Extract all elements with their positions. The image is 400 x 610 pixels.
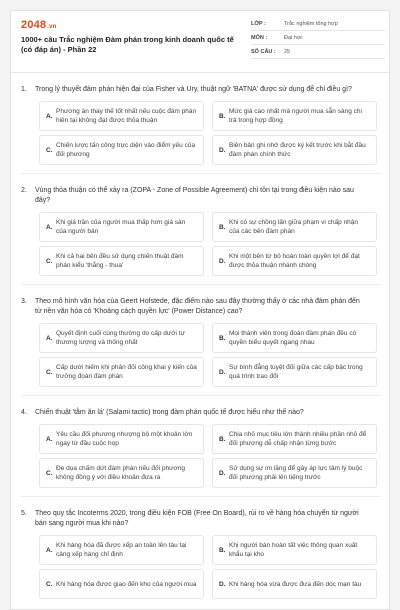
option-letter: A. xyxy=(46,435,53,443)
answer-options xyxy=(21,206,381,280)
question-body: Vùng thỏa thuận có thể xảy ra (ZOPA - Zone of Possible Agreement) chỉ tồn tại trong điều kiện nào sau đây? xyxy=(35,187,354,204)
answer-option-d[interactable] xyxy=(212,246,377,276)
answer-option-c[interactable] xyxy=(39,569,204,599)
option-letter: B. xyxy=(219,223,226,231)
document-page xyxy=(10,10,390,610)
option-letter: D. xyxy=(219,146,226,154)
question-item xyxy=(11,497,390,603)
answer-option-c[interactable] xyxy=(39,135,204,165)
question-body: Trong lý thuyết đàm phán hiện đại của Fisher và Ury, thuật ngữ 'BATNA' được sử dụng để chỉ điều gì? xyxy=(35,86,352,93)
meta-key: LỚP : xyxy=(251,20,266,27)
meta-value: 25 xyxy=(284,48,291,55)
answer-option-b[interactable] xyxy=(212,535,377,565)
option-letter: D. xyxy=(219,469,226,477)
meta-table xyxy=(251,17,385,59)
option-text: Sử dụng sự im lặng để gây áp lực tâm lý buộc đối phương phải lên tiếng trước xyxy=(229,465,363,481)
answer-option-a[interactable] xyxy=(39,212,204,242)
answer-option-b[interactable] xyxy=(212,323,377,353)
question-number: 5. xyxy=(21,510,27,517)
option-letter: A. xyxy=(46,334,53,342)
meta-row-count xyxy=(251,45,385,59)
answer-option-c[interactable] xyxy=(39,357,204,387)
answer-options xyxy=(21,418,381,492)
option-letter: C. xyxy=(46,368,53,376)
answer-option-a[interactable] xyxy=(39,424,204,454)
option-letter: D. xyxy=(219,257,226,265)
answer-options xyxy=(21,95,381,169)
question-text xyxy=(21,497,381,529)
option-text: Yêu cầu đối phương nhượng bộ một khoản lớn ngay từ đầu cuộc họp xyxy=(56,431,193,447)
meta-row-class xyxy=(251,17,385,31)
option-letter: C. xyxy=(46,580,53,588)
option-letter: B. xyxy=(219,546,226,554)
question-item xyxy=(11,285,390,396)
option-text: Biên bản ghi nhớ được ký kết trước khi bắt đầu đàm phán chính thức xyxy=(229,142,366,158)
answer-option-d[interactable] xyxy=(212,458,377,488)
answer-option-a[interactable] xyxy=(39,535,204,565)
option-letter: C. xyxy=(46,469,53,477)
answer-options xyxy=(21,317,381,391)
option-letter: A. xyxy=(46,112,53,120)
option-text: Khi hàng hóa vừa được đưa đến dọc mạn tàu xyxy=(229,580,362,588)
option-text: Khi người bán hoàn tất việc thông quan xuất khẩu tại kho xyxy=(229,542,358,558)
meta-value[interactable]: Trắc nghiệm tổng hợp xyxy=(284,20,338,27)
question-body: Chiến thuật 'tằm ăn lá' (Salami tactic) trong đàm phán quốc tế được hiểu như thế nào? xyxy=(35,409,304,416)
meta-key: SỐ CÂU : xyxy=(251,48,276,55)
question-text xyxy=(21,396,381,418)
option-text: Khi hàng hóa được giao đến kho của người mua xyxy=(56,580,197,588)
answer-option-a[interactable] xyxy=(39,101,204,131)
option-text: Phương án thay thế tốt nhất nếu cuộc đàm phán hiện tại không đạt được thỏa thuận xyxy=(56,108,197,124)
answer-option-d[interactable] xyxy=(212,569,377,599)
meta-key: MÔN : xyxy=(251,34,268,41)
option-letter: B. xyxy=(219,435,226,443)
option-text: Khi hàng hóa đã được xếp an toàn lên tàu tại cảng xếp hàng chỉ định xyxy=(56,542,187,558)
option-text: Khi giá trần của người mua thấp hơn giá sàn của người bán xyxy=(56,219,186,235)
option-text: Sự bình đẳng tuyệt đối giữa các cấp bậc trong quá trình trao đổi xyxy=(229,364,363,380)
question-list xyxy=(11,73,390,603)
question-text xyxy=(21,285,381,317)
answer-option-a[interactable] xyxy=(39,323,204,353)
answer-option-b[interactable] xyxy=(212,101,377,131)
option-letter: A. xyxy=(46,223,53,231)
answer-option-d[interactable] xyxy=(212,135,377,165)
answer-option-d[interactable] xyxy=(212,357,377,387)
option-text: Khi có sự chồng lấn giữa phạm vi chấp nhận của các bên đàm phán xyxy=(229,219,359,235)
option-letter: D. xyxy=(219,368,226,376)
answer-option-b[interactable] xyxy=(212,424,377,454)
question-number: 2. xyxy=(21,187,27,194)
meta-value[interactable]: Đại học xyxy=(284,34,303,41)
option-text: Chiến lược tấn công trực diện vào điểm yếu của đối phương xyxy=(56,142,196,158)
option-text: Quyết định cuối cùng thường do cấp dưới tự thương lượng và thống nhất xyxy=(56,330,185,346)
page-title: 1000+ câu Trắc nghiệm Đàm phán trong kinh doanh quốc tế (có đáp án) - Phần 22 xyxy=(21,35,234,54)
option-letter: D. xyxy=(219,580,226,588)
answer-options xyxy=(21,529,381,603)
option-text: Cấp dưới hiếm khi phản đối công khai ý kiến của trưởng đoàn đàm phán xyxy=(56,364,197,380)
question-number: 3. xyxy=(21,298,27,305)
option-text: Khi cả hai bên đều sử dụng chiến thuật đàm phán kiểu 'thắng - thua' xyxy=(56,253,184,269)
option-text: Chia nhỏ mục tiêu lớn thành nhiều phần nhỏ để đối phương dễ chấp nhận từng bước xyxy=(229,431,367,447)
page-header xyxy=(11,11,389,73)
question-text xyxy=(21,174,381,206)
option-letter: A. xyxy=(46,546,53,554)
question-number: 4. xyxy=(21,409,27,416)
question-item xyxy=(11,174,390,285)
option-text: Mọi thành viên trong đoàn đàm phán đều có quyền biểu quyết ngang nhau xyxy=(229,330,357,346)
option-text: Đe dọa chấm dứt đàm phán nếu đối phương không đồng ý với điều khoản đưa ra xyxy=(56,465,185,481)
question-number: 1. xyxy=(21,86,27,93)
question-body: Theo quy tắc Incoterms 2020, trong điều kiện FOB (Free On Board), rủi ro về hàng hóa chuyển từ người bán sang người mua khi nào? xyxy=(35,510,359,527)
question-text xyxy=(21,73,381,95)
option-letter: B. xyxy=(219,334,226,342)
site-logo[interactable]: 2048.vn xyxy=(21,19,57,31)
meta-row-subject xyxy=(251,31,385,45)
answer-option-c[interactable] xyxy=(39,246,204,276)
answer-option-c[interactable] xyxy=(39,458,204,488)
question-body: Theo mô hình văn hóa của Geert Hofstede, đặc điểm nào sau đây thường thấy ở các nhà đàm phán đến từ nền văn hóa có 'Khoảng cách quyền lực' (Power Distance) cao? xyxy=(35,298,360,315)
question-item xyxy=(11,396,390,497)
option-letter: B. xyxy=(219,112,226,120)
answer-option-b[interactable] xyxy=(212,212,377,242)
option-letter: C. xyxy=(46,146,53,154)
option-text: Mức giá cao nhất mà người mua sẵn sàng chi trả trong hợp đồng xyxy=(229,108,362,124)
question-item xyxy=(11,73,390,174)
option-text: Khi một bên từ bỏ hoàn toàn quyền lợi để đạt được thỏa thuận nhanh chóng xyxy=(229,253,360,269)
option-letter: C. xyxy=(46,257,53,265)
